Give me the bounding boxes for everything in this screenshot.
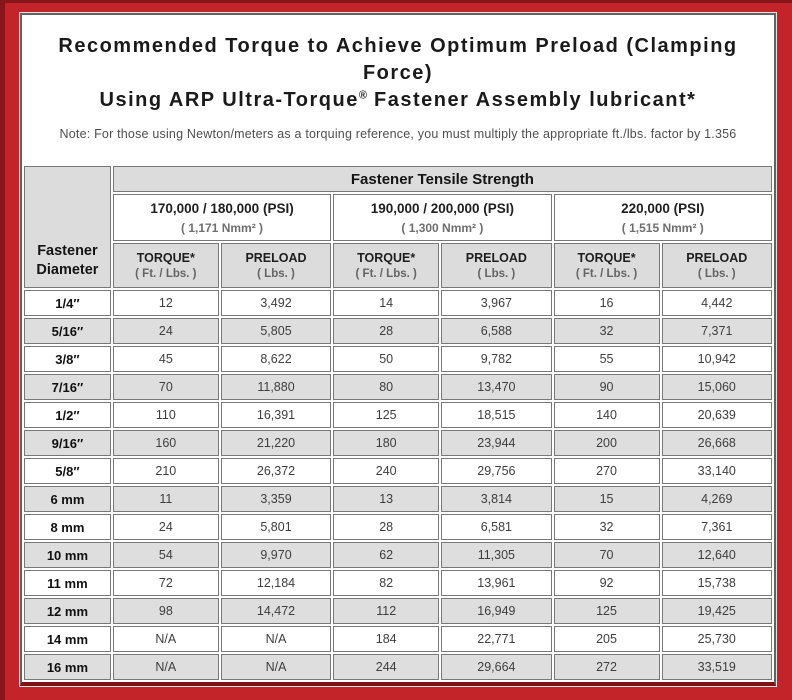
- value-cell: 125: [554, 598, 660, 624]
- value-cell: 70: [113, 374, 219, 400]
- torque-column-header: [333, 243, 439, 288]
- value-cell: N/A: [221, 654, 331, 680]
- value-cell: 8,622: [221, 346, 331, 372]
- value-cell: N/A: [113, 626, 219, 652]
- value-cell: 98: [113, 598, 219, 624]
- preload-label: PRELOAD: [686, 251, 748, 265]
- value-cell: 184: [333, 626, 439, 652]
- value-cell: 240: [333, 458, 439, 484]
- value-cell: 6,588: [441, 318, 551, 344]
- title-line2-tail: Fastener Assembly lubricant*: [366, 89, 697, 111]
- title-line2-text: Using ARP Ultra-Torque: [99, 89, 359, 111]
- value-cell: 210: [113, 458, 219, 484]
- preload-label: PRELOAD: [245, 251, 307, 265]
- diameter-cell: 7/16″: [24, 374, 111, 400]
- value-cell: 140: [554, 402, 660, 428]
- table-row: [24, 570, 772, 596]
- value-cell: 16,949: [441, 598, 551, 624]
- value-cell: 72: [113, 570, 219, 596]
- nmm-label: ( 1,300 Nmm² ): [401, 220, 484, 235]
- table-row: [24, 542, 772, 568]
- value-cell: 14: [333, 290, 439, 316]
- value-cell: 18,515: [441, 402, 551, 428]
- value-cell: 33,140: [662, 458, 772, 484]
- value-cell: 112: [333, 598, 439, 624]
- value-cell: 29,756: [441, 458, 551, 484]
- torque-column-header: [113, 243, 219, 288]
- diameter-cell: 1/4″: [24, 290, 111, 316]
- value-cell: 45: [113, 346, 219, 372]
- value-cell: 62: [333, 542, 439, 568]
- value-cell: 9,970: [221, 542, 331, 568]
- torque-column-header: [554, 243, 660, 288]
- torque-label: TORQUE*: [577, 251, 636, 265]
- diameter-cell: 1/2″: [24, 402, 111, 428]
- diameter-cell: 6 mm: [24, 486, 111, 512]
- value-cell: 13,961: [441, 570, 551, 596]
- value-cell: 54: [113, 542, 219, 568]
- value-cell: 13: [333, 486, 439, 512]
- value-cell: 7,361: [662, 514, 772, 540]
- diameter-cell: 5/16″: [24, 318, 111, 344]
- value-cell: 205: [554, 626, 660, 652]
- value-cell: 270: [554, 458, 660, 484]
- torque-unit: ( Ft. / Lbs. ): [355, 268, 417, 280]
- value-cell: 19,425: [662, 598, 772, 624]
- value-cell: 28: [333, 318, 439, 344]
- strength-group-190-200: [333, 194, 551, 241]
- torque-unit: ( Ft. / Lbs. ): [575, 268, 638, 280]
- psi-label: 190,000 / 200,000 (PSI): [370, 200, 515, 216]
- value-cell: 125: [333, 402, 439, 428]
- title-block: [22, 15, 774, 141]
- value-cell: 7,371: [662, 318, 772, 344]
- table-row: [24, 654, 772, 680]
- value-cell: 29,664: [441, 654, 551, 680]
- value-cell: 92: [554, 570, 660, 596]
- page-title-line2: [30, 87, 766, 114]
- table-row: [24, 458, 772, 484]
- value-cell: 10,942: [662, 346, 772, 372]
- value-cell: 80: [333, 374, 439, 400]
- value-cell: 15,060: [662, 374, 772, 400]
- value-cell: 20,639: [662, 402, 772, 428]
- value-cell: 5,801: [221, 514, 331, 540]
- nmm-label: ( 1,171 Nmm² ): [181, 220, 264, 235]
- value-cell: 180: [333, 430, 439, 456]
- value-cell: 24: [113, 318, 219, 344]
- preload-unit: ( Lbs. ): [697, 268, 736, 280]
- diameter-cell: 5/8″: [24, 458, 111, 484]
- strength-group-170-180: [113, 194, 331, 241]
- preload-unit: ( Lbs. ): [257, 268, 295, 280]
- table-row: [24, 346, 772, 372]
- value-cell: 110: [113, 402, 219, 428]
- table-row: [24, 598, 772, 624]
- value-cell: 26,372: [221, 458, 331, 484]
- diameter-cell: 9/16″: [24, 430, 111, 456]
- group-header-row: [24, 166, 772, 192]
- value-cell: 3,814: [441, 486, 551, 512]
- value-cell: 160: [113, 430, 219, 456]
- value-cell: N/A: [113, 654, 219, 680]
- value-cell: N/A: [221, 626, 331, 652]
- value-cell: 15: [554, 486, 660, 512]
- value-cell: 55: [554, 346, 660, 372]
- value-cell: 70: [554, 542, 660, 568]
- diameter-cell: 11 mm: [24, 570, 111, 596]
- value-cell: 11,305: [441, 542, 551, 568]
- psi-header-row: [24, 194, 772, 241]
- value-cell: 5,805: [221, 318, 331, 344]
- value-cell: 12,640: [662, 542, 772, 568]
- content-card: [20, 13, 776, 686]
- fastener-diameter-header: Fastener Diameter: [24, 166, 111, 288]
- preload-column-header: [221, 243, 331, 288]
- value-cell: 26,668: [662, 430, 772, 456]
- value-cell: 21,220: [221, 430, 331, 456]
- registered-trademark-symbol: ®: [358, 89, 367, 102]
- value-cell: 11,880: [221, 374, 331, 400]
- value-cell: 82: [333, 570, 439, 596]
- psi-label: 220,000 (PSI): [621, 200, 705, 216]
- value-cell: 4,269: [662, 486, 772, 512]
- preload-label: PRELOAD: [465, 251, 527, 265]
- unit-header-row: [24, 243, 772, 288]
- value-cell: 50: [333, 346, 439, 372]
- value-cell: 3,967: [441, 290, 551, 316]
- torque-unit: ( Ft. / Lbs. ): [135, 268, 197, 280]
- preload-column-header: [662, 243, 772, 288]
- value-cell: 200: [554, 430, 660, 456]
- diameter-cell: 8 mm: [24, 514, 111, 540]
- torque-preload-table: [22, 164, 774, 682]
- table-row: [24, 486, 772, 512]
- tensile-strength-header: Fastener Tensile Strength: [113, 166, 772, 192]
- table-row: [24, 514, 772, 540]
- preload-column-header: [441, 243, 551, 288]
- value-cell: 3,492: [221, 290, 331, 316]
- diameter-cell: 14 mm: [24, 626, 111, 652]
- note-text: Note: For those using Newton/meters as a torquing reference, you must multiply the appropriate ft./lbs. factor by 1.356: [59, 127, 737, 141]
- table-row: [24, 626, 772, 652]
- nmm-label: ( 1,515 Nmm² ): [621, 220, 704, 235]
- value-cell: 12: [113, 290, 219, 316]
- value-cell: 90: [554, 374, 660, 400]
- value-cell: 25,730: [662, 626, 772, 652]
- value-cell: 6,581: [441, 514, 551, 540]
- value-cell: 16: [554, 290, 660, 316]
- value-cell: 24: [113, 514, 219, 540]
- value-cell: 11: [113, 486, 219, 512]
- torque-label: TORQUE*: [357, 251, 416, 265]
- table-row: [24, 402, 772, 428]
- value-cell: 244: [333, 654, 439, 680]
- value-cell: 15,738: [662, 570, 772, 596]
- table-row: [24, 318, 772, 344]
- page-title-line1: Recommended Torque to Achieve Optimum Preload (Clamping Force): [58, 35, 738, 84]
- value-cell: 272: [554, 654, 660, 680]
- diameter-cell: 10 mm: [24, 542, 111, 568]
- table-row: [24, 374, 772, 400]
- psi-label: 170,000 / 180,000 (PSI): [150, 200, 294, 216]
- value-cell: 13,470: [441, 374, 551, 400]
- value-cell: 32: [554, 318, 660, 344]
- strength-group-220: [554, 194, 772, 241]
- table-row: [24, 430, 772, 456]
- value-cell: 22,771: [441, 626, 551, 652]
- value-cell: 28: [333, 514, 439, 540]
- value-cell: 9,782: [441, 346, 551, 372]
- diameter-cell: 16 mm: [24, 654, 111, 680]
- table-row: [24, 290, 772, 316]
- value-cell: 33,519: [662, 654, 772, 680]
- torque-label: TORQUE*: [136, 251, 195, 265]
- value-cell: 12,184: [221, 570, 331, 596]
- diameter-cell: 12 mm: [24, 598, 111, 624]
- value-cell: 4,442: [662, 290, 772, 316]
- value-cell: 16,391: [221, 402, 331, 428]
- value-cell: 14,472: [221, 598, 331, 624]
- preload-unit: ( Lbs. ): [477, 268, 516, 280]
- value-cell: 32: [554, 514, 660, 540]
- value-cell: 23,944: [441, 430, 551, 456]
- diameter-cell: 3/8″: [24, 346, 111, 372]
- value-cell: 3,359: [221, 486, 331, 512]
